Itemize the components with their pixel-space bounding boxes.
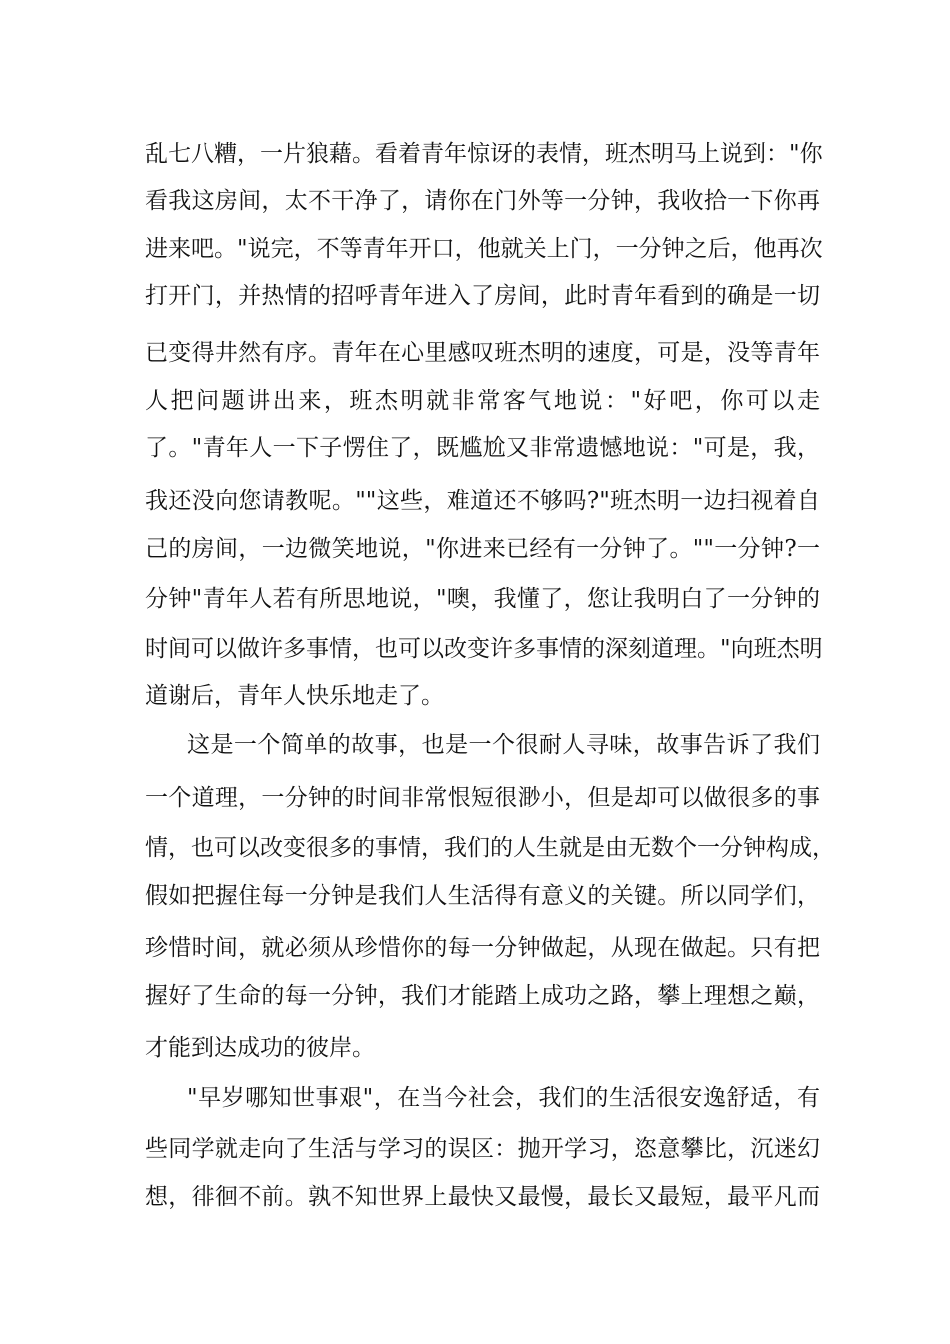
text-line: 分钟"青年人若有所思地说，"噢，我懂了，您让我明白了一分钟的: [145, 586, 820, 612]
text-line: 握好了生命的每一分钟，我们才能踏上成功之路，攀上理想之巅，: [145, 983, 820, 1009]
text-line: 珍惜时间，就必须从珍惜你的每一分钟做起，从现在做起。只有把: [145, 935, 820, 961]
text-line: 打开门，并热情的招呼青年进入了房间，此时青年看到的确是一切: [145, 283, 820, 309]
text-line: 乱七八糟，一片狼藉。看着青年惊讶的表情，班杰明马上说到："你: [145, 141, 823, 167]
text-line: 人把问题讲出来，班杰明就非常客气地说："好吧，你可以走: [145, 388, 820, 414]
text-line: 看我这房间，太不干净了，请你在门外等一分钟，我收拾一下你再: [145, 188, 820, 214]
text-line: 假如把握住每一分钟是我们人生活得有意义的关键。所以同学们，: [145, 883, 820, 909]
text-line: 些同学就走向了生活与学习的误区：抛开学习，恣意攀比，沉迷幻: [145, 1136, 820, 1162]
text-line: 已变得井然有序。青年在心里感叹班杰明的速度，可是，没等青年: [145, 340, 820, 366]
text-line: "早岁哪知世事艰"，在当今社会，我们的生活很安逸舒适，有: [187, 1085, 820, 1111]
text-line: 进来吧。"说完，不等青年开口，他就关上门，一分钟之后，他再次: [145, 236, 823, 262]
text-line: 一个道理，一分钟的时间非常恨短很渺小，但是却可以做很多的事: [145, 785, 820, 811]
text-line: 时间可以做许多事情，也可以改变许多事情的深刻道理。"向班杰明: [145, 636, 823, 662]
text-line: 我还没向您请教呢。""这些，难道还不够吗?"班杰明一边扫视着自: [145, 488, 820, 514]
text-line: 了。"青年人一下子愣住了，既尴尬又非常遗憾地说："可是，我，: [145, 435, 820, 461]
text-line: 情，也可以改变很多的事情，我们的人生就是由无数个一分钟构成，: [145, 835, 835, 861]
text-line: 道谢后，青年人快乐地走了。: [145, 683, 444, 709]
text-line: 想，徘徊不前。孰不知世界上最快又最慢，最长又最短，最平凡而: [145, 1184, 820, 1210]
text-line: 才能到达成功的彼岸。: [145, 1035, 375, 1061]
text-line: 己的房间，一边微笑地说，"你进来已经有一分钟了。""一分钟?一: [145, 536, 820, 562]
text-line: 这是一个简单的故事，也是一个很耐人寻味，故事告诉了我们: [187, 732, 820, 758]
